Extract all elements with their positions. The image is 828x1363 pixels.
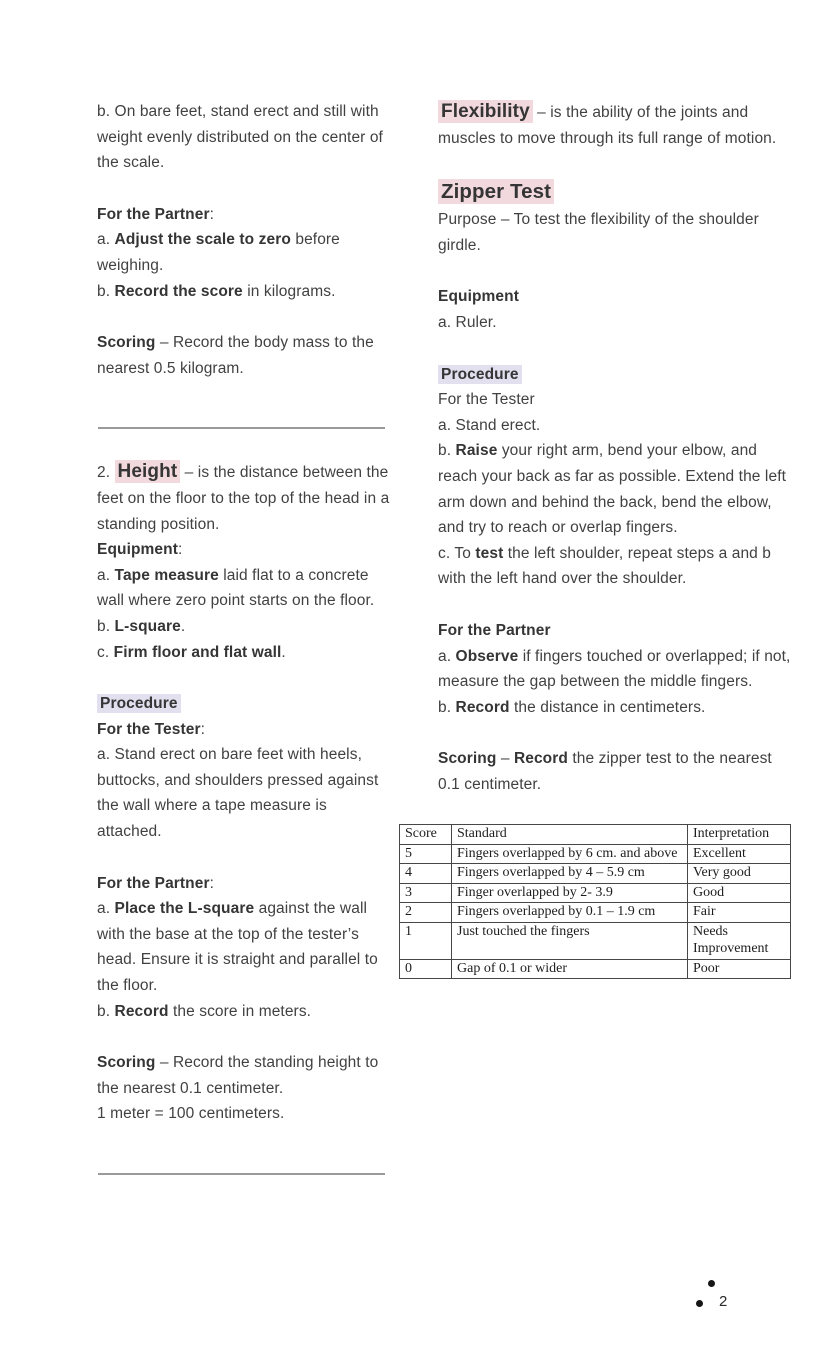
text-run: For the Tester <box>438 391 535 409</box>
text-run: Equipment <box>438 288 519 306</box>
text-run: the distance in centimeters. <box>509 698 706 716</box>
paragraph <box>97 717 390 743</box>
text-run: a. Stand erect on bare feet with heels, buttocks, and shoulders pressed against the wall where a tape measure is attached. <box>97 746 379 841</box>
table-row <box>400 844 791 864</box>
paragraph <box>97 563 390 614</box>
highlighted-text: Zipper Test <box>438 179 554 204</box>
table-row <box>400 903 791 923</box>
table-cell: 5 <box>400 844 452 864</box>
zipper-test-heading <box>438 177 791 207</box>
text-run: b. On bare feet, stand erect and still with weight evenly distributed on the center of the scale. <box>97 103 383 172</box>
text-run: : <box>177 541 183 559</box>
paragraph <box>97 279 390 305</box>
table-cell: Poor <box>688 959 791 979</box>
text-run: – <box>496 750 514 768</box>
paragraph-gap <box>438 151 791 177</box>
paragraph <box>97 999 390 1025</box>
paragraph <box>438 644 791 695</box>
text-run: For the Partner <box>97 205 210 223</box>
paragraph <box>438 310 791 336</box>
paragraph <box>97 691 390 717</box>
text-run: b. <box>97 282 115 300</box>
paragraph <box>438 413 791 439</box>
table-cell: Good <box>688 883 791 903</box>
text-run: Adjust the scale to zero <box>114 231 291 249</box>
text-run: Record <box>114 1002 169 1020</box>
zipper-test-score-table <box>399 824 791 979</box>
text-run: if fingers touched or overlapped; if not, measure the gap between the middle fingers. <box>438 647 791 691</box>
highlighted-text: Procedure <box>438 365 522 384</box>
text-run: the left shoulder, repeat steps a and b with the left hand over the shoulder. <box>438 544 772 588</box>
table-cell: 4 <box>400 864 452 884</box>
text-run: L-square <box>114 617 181 635</box>
text-run: – Record the standing height to the nearest 0.1 centimeter. <box>97 1054 379 1097</box>
paragraph <box>97 330 390 381</box>
table-header-cell: Interpretation <box>688 825 791 845</box>
paragraph <box>97 742 390 844</box>
text-run: For the Partner <box>97 874 210 892</box>
text-run: 1 meter = 100 centimeters. <box>97 1105 285 1123</box>
text-run: before weighing. <box>97 231 340 274</box>
paragraph-gap <box>438 258 791 284</box>
text-run: : <box>200 720 206 738</box>
paragraph-gap <box>97 845 390 871</box>
section-divider <box>98 427 385 429</box>
highlighted-text: Flexibility <box>438 100 533 123</box>
table-row <box>400 922 791 959</box>
paragraph <box>97 896 390 998</box>
paragraph <box>438 207 791 258</box>
page-number: 2 <box>719 1293 728 1310</box>
text-run: b. <box>97 617 115 635</box>
text-run: . <box>281 643 286 661</box>
paragraph <box>97 614 390 640</box>
right-column <box>405 99 791 1205</box>
table-cell: 3 <box>400 883 452 903</box>
paragraph <box>97 537 390 563</box>
text-run: For the Tester <box>97 720 201 738</box>
text-run: a. <box>97 900 115 918</box>
paragraph-gap <box>438 592 791 618</box>
table-cell: Fair <box>688 903 791 923</box>
text-run: in kilograms. <box>242 282 336 300</box>
text-run: Scoring <box>97 1054 156 1072</box>
table-header-cell: Standard <box>452 825 688 845</box>
text-run: : <box>209 205 215 223</box>
text-run: 2. <box>97 464 115 482</box>
paragraph <box>438 387 791 413</box>
text-run: Firm floor and flat wall <box>113 643 282 661</box>
table-cell: 0 <box>400 959 452 979</box>
text-run: a. <box>438 647 456 665</box>
text-run: your right arm, bend your elbow, and reach your back as far as possible. Extend the left arm down and behind the back, bend the elbow, and try to reach or overlap fingers. <box>438 442 787 537</box>
text-run: Purpose – To test the flexibility of the shoulder girdle. <box>438 211 759 254</box>
paragraph <box>438 541 791 592</box>
paragraph-gap <box>97 304 390 330</box>
paragraph <box>97 227 390 278</box>
text-run: a. Ruler. <box>438 313 497 331</box>
paragraph-gap <box>97 176 390 202</box>
text-run: Scoring <box>97 334 156 352</box>
text-run: Observe <box>455 647 519 665</box>
table-cell: Gap of 0.1 or wider <box>452 959 688 979</box>
text-run: Place the L-square <box>114 900 255 918</box>
text-run: c. To <box>438 544 476 562</box>
paragraph <box>438 746 791 797</box>
text-run: a. Stand erect. <box>438 416 541 434</box>
text-run: For the Partner <box>438 621 551 639</box>
paragraph <box>97 459 390 537</box>
text-run: c. <box>97 643 114 661</box>
text-run: Record <box>513 750 568 768</box>
text-run: Record <box>455 698 510 716</box>
highlighted-text: Height <box>115 460 181 483</box>
paragraph <box>438 438 791 540</box>
paragraph <box>97 640 390 666</box>
text-run: Record the score <box>114 282 243 300</box>
paragraph <box>438 695 791 721</box>
text-run: test <box>475 544 504 562</box>
highlighted-text: Procedure <box>97 694 181 713</box>
text-run: Tape measure <box>114 566 219 584</box>
table-row <box>400 959 791 979</box>
text-run: the score in meters. <box>168 1002 312 1020</box>
table-cell: Very good <box>688 864 791 884</box>
text-run: against the wall with the base at the top of the tester’s head. Ensure it is straight and parallel to the floor. <box>97 900 378 995</box>
text-run: – Record the body mass to the nearest 0.5 kilogram. <box>97 334 374 377</box>
table-cell: Excellent <box>688 844 791 864</box>
table-header-row <box>400 825 791 845</box>
paragraph <box>97 1101 390 1127</box>
text-run: b. <box>438 698 456 716</box>
text-run: a. <box>97 231 115 249</box>
table-cell: Fingers overlapped by 4 – 5.9 cm <box>452 864 688 884</box>
bullet-dot <box>696 1300 703 1307</box>
text-run: b. <box>438 442 456 460</box>
section-divider <box>98 1173 385 1175</box>
paragraph-gap <box>438 720 791 746</box>
text-run: Equipment <box>97 541 178 559</box>
paragraph <box>438 362 791 388</box>
text-run: : <box>209 874 215 892</box>
paragraph <box>438 618 791 644</box>
table-row <box>400 883 791 903</box>
paragraph <box>97 1050 390 1101</box>
text-run: Raise <box>455 442 498 460</box>
paragraph-gap <box>97 665 390 691</box>
text-run: . <box>180 617 186 635</box>
table-cell: Just touched the fingers <box>452 922 688 959</box>
table-cell: 1 <box>400 922 452 959</box>
bullet-dot <box>708 1280 715 1287</box>
left-column <box>97 99 390 1205</box>
table-row <box>400 864 791 884</box>
paragraph-gap <box>97 1024 390 1050</box>
table-cell: Finger overlapped by 2- 3.9 <box>452 883 688 903</box>
text-run: the zipper test to the nearest 0.1 centimeter. <box>438 750 772 793</box>
table-cell: Fingers overlapped by 6 cm. and above <box>452 844 688 864</box>
table-header-cell: Score <box>400 825 452 845</box>
paragraph-gap <box>438 336 791 362</box>
paragraph <box>97 202 390 228</box>
table-cell: 2 <box>400 903 452 923</box>
paragraph <box>438 284 791 310</box>
text-run: – is the ability of the joints and muscles to move through its full range of motion. <box>438 104 777 147</box>
text-run: laid flat to a concrete wall where zero point starts on the floor. <box>97 566 375 610</box>
paragraph <box>97 99 390 176</box>
table-cell: Fingers overlapped by 0.1 – 1.9 cm <box>452 903 688 923</box>
paragraph <box>438 99 791 151</box>
paragraph <box>97 871 390 897</box>
text-run: – is the distance between the feet on the floor to the top of the head in a standing position. <box>97 464 390 533</box>
text-run: Scoring <box>438 750 497 768</box>
text-run: a. <box>97 566 115 584</box>
text-run: b. <box>97 1002 115 1020</box>
table-cell: Needs Improvement <box>688 922 791 959</box>
